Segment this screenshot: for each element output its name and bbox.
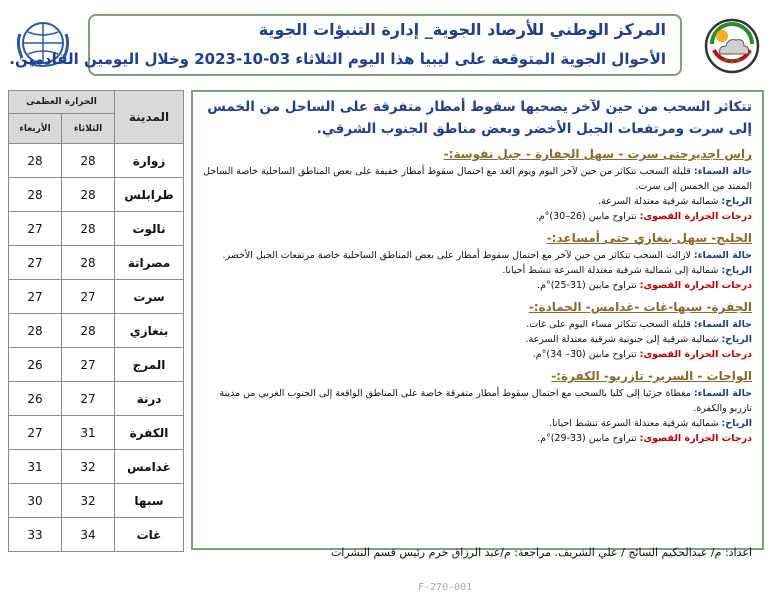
sky-text: لازالت السحب تتكاثر من حين لآخر مع احتمال سقوط أمطار على بعض المناطق الساحلية خاصة مرتفعات الجبل الأخضر.: [222, 250, 691, 261]
temp-text: تتراوح مابين (31-25)°م.: [537, 280, 637, 291]
document-code: F-270-001: [418, 582, 473, 593]
table-row: [9, 450, 184, 484]
table-row: [9, 178, 184, 212]
sky-text: قليلة السحب تتكاثر من حين لآخر اليوم ويوم الغد مع احتمال سقوط أمطار خفيفة على بعض المناطق الساحلية خاصة الساحل الممتد من الخمس إلى سرت.: [203, 166, 752, 192]
temp-day2: 31: [9, 450, 62, 484]
city-name: بنغازي: [115, 314, 184, 348]
temp-label: درجات الحرارة القصوى:: [639, 349, 752, 360]
temp-day1: 28: [62, 212, 115, 246]
temp-label: درجات الحرارة القصوى:: [639, 280, 752, 291]
wind-line: [200, 416, 752, 431]
day2-header: الأربعاء: [9, 114, 62, 144]
temp-label: درجات الحرارة القصوى:: [639, 433, 752, 444]
header-box: [9, 14, 682, 76]
table-row: [9, 416, 184, 450]
temp-day1: 27: [62, 382, 115, 416]
sky-label: حالة السماء:: [693, 250, 752, 261]
city-name: مصراتة: [115, 246, 184, 280]
forecast-box: [191, 90, 764, 559]
table-row: [9, 518, 184, 552]
table-row: [9, 280, 184, 314]
temp-day2: 33: [9, 518, 62, 552]
temp-day2: 26: [9, 382, 62, 416]
weather-logo-icon: [700, 14, 764, 78]
table-row: [9, 314, 184, 348]
sky-label: حالة السماء:: [693, 388, 752, 399]
table-row: [9, 144, 184, 178]
temp-day1: 28: [62, 246, 115, 280]
temp-day2: 28: [9, 178, 62, 212]
city-name: سرت: [115, 280, 184, 314]
sky-label: حالة السماء:: [693, 166, 752, 177]
temp-day2: 27: [9, 416, 62, 450]
temp-line: [200, 347, 752, 362]
max-temp-header: الحرارة العظمى: [9, 91, 115, 114]
forecast-content: [200, 96, 752, 446]
temperature-table: [8, 90, 184, 550]
temp-day1: 31: [62, 416, 115, 450]
temp-day1: 28: [62, 144, 115, 178]
temp-label: درجات الحرارة القصوى:: [639, 211, 752, 222]
temp-day1: 27: [62, 280, 115, 314]
wind-text: شمالية شرقية معتدلة السرعة تنشط احيانا.: [549, 418, 719, 429]
sky-label: حالة السماء:: [693, 319, 752, 330]
forecast-summary: تتكاثر السحب من حين لآخر يصحبها سقوط أمطار متفرقة على الساحل من الخمس إلى سرت ومرتفعات الجبل الأخضر وبعض مناطق الجنوب الشرقي.: [207, 99, 752, 137]
table-row: [9, 484, 184, 518]
region-heading: الخليج- سهل بنغازي حتى أمساعد:-: [546, 231, 752, 245]
temp-day2: 28: [9, 314, 62, 348]
wind-line: [200, 194, 752, 209]
city-name: درنة: [115, 382, 184, 416]
temp-day1: 32: [62, 484, 115, 518]
sky-line: [200, 386, 752, 416]
wind-line: [200, 263, 752, 278]
city-name: الكفرة: [115, 416, 184, 450]
temp-day2: 26: [9, 348, 62, 382]
city-name: نالوت: [115, 212, 184, 246]
temp-day1: 28: [62, 178, 115, 212]
temp-text: تتراوح مابين (26–30)°م.: [535, 211, 637, 222]
city-name: زوارة: [115, 144, 184, 178]
temp-day2: 28: [9, 144, 62, 178]
temp-line: [200, 278, 752, 293]
temp-day1: 32: [62, 450, 115, 484]
city-name: طرابلس: [115, 178, 184, 212]
wind-label: الرياح:: [721, 334, 752, 345]
page-title: المركز الوطني للأرصاد الجوية_ إدارة التنبؤات الجوية: [258, 20, 666, 39]
temp-line: [200, 431, 752, 446]
temp-day2: 27: [9, 280, 62, 314]
temp-text: تتراوح مابين (30– 34)°م.: [532, 349, 637, 360]
city-name: غدامس: [115, 450, 184, 484]
temp-day2: 27: [9, 212, 62, 246]
region-heading: الواحات - السرير- تازربو- الكفرة:-: [551, 369, 752, 383]
temp-day1: 28: [62, 314, 115, 348]
temp-text: تتراوح مابين (33-29)°م.: [537, 433, 637, 444]
temp-day1: 27: [62, 348, 115, 382]
temp-day2: 30: [9, 484, 62, 518]
temp-day2: 27: [9, 246, 62, 280]
page-subtitle: الأحوال الجوية المتوقعة على ليبيا هذا اليوم الثلاثاء 03-10-2023 وخلال اليومين القادمين.: [9, 50, 666, 68]
wind-label: الرياح:: [721, 418, 752, 429]
sky-line: [200, 248, 752, 263]
wind-text: شمالية شرقية إلى جنوبية شرقية معتدلة السرعة.: [525, 334, 719, 345]
wind-text: شمالية إلى شمالية شرقية معتدلة السرعة تنشط أحيانا.: [502, 265, 719, 276]
wind-label: الرياح:: [721, 196, 752, 207]
table-row: [9, 382, 184, 416]
table-row: [9, 212, 184, 246]
wind-line: [200, 332, 752, 347]
wind-text: شمالية شرقية معتدلة السرعة.: [597, 196, 719, 207]
day1-header: الثلاثاء: [62, 114, 115, 144]
city-name: سبها: [115, 484, 184, 518]
signature-footer: اعداد: م/ عبدالحكيم السائح / علي الشريف. مراجعة: م/عبد الرزاق خرم رئيس قسم النشرات: [330, 546, 752, 559]
table-row: [9, 246, 184, 280]
temp-line: [200, 209, 752, 224]
temp-day1: 34: [62, 518, 115, 552]
table-row: [9, 348, 184, 382]
sky-line: [200, 317, 752, 332]
sky-text: قليلة السحب تتكاثر مساء اليوم على غات.: [526, 319, 691, 330]
wind-label: الرياح:: [721, 265, 752, 276]
city-column-header: المدينة: [115, 91, 184, 144]
city-name: غات: [115, 518, 184, 552]
region-heading: راس اجديرحتى سرت - سهل الجفارة - جبل نفوسة:-: [443, 147, 752, 161]
region-heading: الجفرة- سبها-غات -غدامس- الحمادة:-: [528, 300, 752, 314]
sky-line: [200, 164, 752, 194]
sky-text: مغطاة جزئيا إلى كليا بالسحب مع احتمال سقوط أمطار متفرقة خاصة على المناطق الواقعة إلى الجنوب الغربي من مدينة تازربو والكفرة.: [219, 388, 752, 414]
city-name: المرج: [115, 348, 184, 382]
